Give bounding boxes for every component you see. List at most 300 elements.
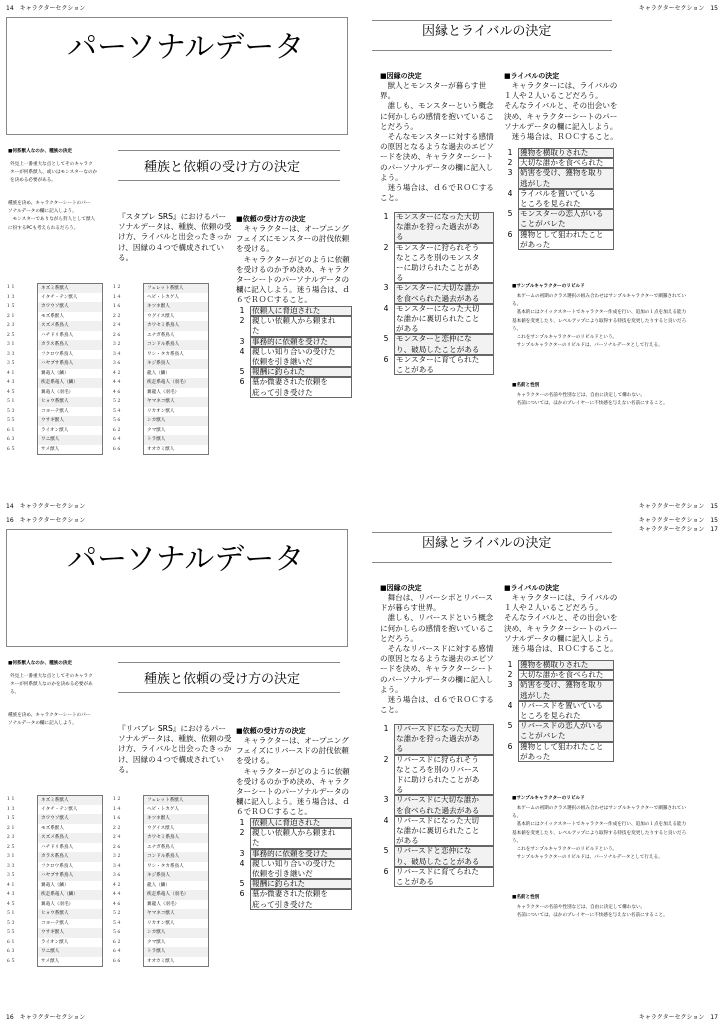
- table-entry-number: 4: [507, 188, 513, 198]
- species-note-heading: ■何系獣人なのか、種族の決定: [8, 149, 73, 154]
- table-entry-number: 1: [239, 818, 245, 827]
- table-entry-text: がある: [396, 324, 419, 334]
- table-entry-text: る: [396, 273, 404, 283]
- species-name: フクロウ系鳥人: [37, 862, 103, 873]
- page-footer: キャラクターセクション 15: [638, 503, 718, 510]
- table-entry-number: 2: [239, 316, 245, 326]
- table-entry-text: ライバルを置いている: [520, 188, 596, 198]
- species-roll: ４６: [112, 389, 122, 395]
- table-entry-text: 依頼を引き継いだ: [252, 868, 313, 878]
- species-name: ライオン獣人: [37, 938, 103, 949]
- species-name: カワウソ獣人: [37, 814, 103, 825]
- table-entry-text: 親しい知り合いの受けた: [252, 346, 336, 356]
- species-name: コンドル系鳥人: [143, 852, 209, 863]
- species-name: イタチ・テン獣人: [37, 805, 103, 816]
- species-name: 翼竜人（羽毛）: [37, 388, 103, 399]
- sample-text: 本ゲームの初期のクラス選択の組み合わせはサンプルキャラクターで網羅されてい る。 基本的にはクイックスタートでキャラクター作成を行い、追加の１点を加える能力 基本値を変更したり、レベルアップにより取得する特技を変更したりすると良いだろ う。 これをサンプルキャラクターのリビルドという。 サンプルキャラクターのリビルドは、パーソナルデータとして行える。: [512, 294, 687, 349]
- species-name: コンドル系鳥人: [143, 340, 209, 351]
- species-roll: １５: [6, 816, 16, 821]
- species-name: カラス系鳥人: [37, 852, 103, 863]
- species-roll: ５３: [6, 408, 16, 414]
- table-entry-text: な誰かに裏切られたこと: [396, 825, 480, 835]
- species-roll: ３４: [112, 863, 122, 869]
- table-entry-text: リバースドに狩られそう: [396, 754, 479, 764]
- name-heading: ■名前と性別: [512, 383, 540, 388]
- species-roll: １６: [112, 816, 122, 821]
- species-roll: ６５: [6, 958, 16, 964]
- table-entry-text: ところを見られた: [520, 198, 581, 208]
- table-entry-number: 1: [239, 306, 245, 315]
- species-roll: ２５: [6, 844, 16, 850]
- species-roll: １１: [6, 797, 16, 802]
- table-entry-text: リバースドに大切な誰か: [396, 795, 479, 805]
- species-name: トラ獣人: [143, 435, 209, 446]
- species-roll: ６３: [6, 949, 16, 954]
- request-text: キャラクターは、オープニング フェイズにモンスターの討伐依頼 を受ける。 キャラクターがどのように依頼 を受けるのか予め決め、キャラク ターシートのパーソナルデータの 欄に記入しよう。迷う場合は、ｄ ６でＲＯＣすること。: [236, 224, 350, 305]
- species-name: フェレット系獣人: [143, 283, 209, 295]
- fate-subhead: 因縁とライバルの決定: [422, 24, 552, 39]
- table-entry-text: 依頼人に脅迫された: [252, 306, 321, 315]
- species-name: ヒョウ系獣人: [37, 397, 103, 408]
- species-note-a: 外見上一番重大な点としてそのキャラク ターが何系獣人、或いはモンスターなのか を決める必要がある。: [10, 162, 98, 184]
- species-roll: ５４: [112, 408, 122, 414]
- rival-heading: ■ライバルの決定: [504, 72, 560, 80]
- table-entry-text: 獲物を横取りされた: [520, 148, 589, 157]
- species-roll: １３: [6, 806, 16, 812]
- species-roll: ６４: [112, 437, 122, 442]
- species-roll: ２１: [6, 313, 16, 319]
- species-roll: ４６: [112, 901, 122, 907]
- species-roll: １２: [112, 797, 122, 802]
- page-14-top: [0, 0, 362, 512]
- table-entry-text: 事務的に依頼を受けた: [252, 848, 328, 858]
- species-roll: １６: [112, 304, 122, 309]
- species-roll: ２４: [112, 323, 122, 328]
- table-entry-text: る: [396, 744, 404, 754]
- species-name: キツネ獣人: [143, 302, 209, 313]
- table-entry-text: モンスターに育てられた: [396, 354, 480, 364]
- table-entry-number: 6: [507, 229, 513, 239]
- table-entry-number: 4: [239, 346, 245, 356]
- table-entry-text: 逃がした: [520, 690, 551, 700]
- fate-subhead: 因縁とライバルの決定: [422, 536, 552, 551]
- species-name: 疾走系竜人（鱗）: [37, 378, 103, 389]
- species-roll: １３: [6, 294, 16, 300]
- table-entry-text: がある: [396, 836, 419, 846]
- request-text: キャラクターは、オープニング フェイズにリバースドの討伐依頼 を受ける。 キャラクターがどのように依頼 を受けるのか予め決め、キャラク ターシートのパーソナルデータの 欄に記入しよう。迷う場合は、ｄ ６でＲＯＣすること。: [236, 736, 350, 817]
- table-entry-text: た: [252, 838, 260, 848]
- species-roll: ５３: [6, 920, 16, 926]
- species-name: シカ獣人: [143, 416, 209, 427]
- species-name: 疾走系竜人（羽毛）: [143, 890, 209, 901]
- table-entry-number: 3: [239, 848, 245, 858]
- table-entry-number: 1: [383, 724, 389, 733]
- species-name: ウグイス獣人: [143, 312, 209, 323]
- species-roll: ２６: [112, 332, 122, 338]
- species-name: カワセミ系鳥人: [143, 833, 209, 844]
- species-roll: ５６: [112, 418, 122, 423]
- table-entry-number: 1: [507, 660, 513, 669]
- species-roll: １２: [112, 285, 122, 290]
- sample-heading: ■サンプルキャラクターのリビルド: [512, 284, 585, 289]
- species-name: 翼龍人（羽毛）: [143, 388, 209, 399]
- table-entry-number: 2: [383, 242, 389, 252]
- species-name: ウグイス獣人: [143, 824, 209, 835]
- table-entry-number: 2: [507, 670, 513, 680]
- table-entry-number: 5: [239, 879, 245, 889]
- table-entry-number: 3: [507, 680, 513, 690]
- species-roll: ２１: [6, 825, 16, 831]
- species-name: 翼竜人（鱗）: [37, 881, 103, 892]
- table-entry-text: リバースドと恋仲にな: [396, 846, 472, 856]
- page-header: キャラクターセクション 15: [638, 5, 718, 12]
- species-roll: ６６: [112, 958, 122, 964]
- table-entry-number: 2: [239, 828, 245, 838]
- species-name: ハチドリ系鳥人: [37, 843, 103, 854]
- table-entry-text: モンスターになった大切: [396, 303, 480, 313]
- species-roll: ４２: [112, 882, 122, 888]
- species-name: イタチ・テン獣人: [37, 293, 103, 304]
- table-entry-text: ことがある: [396, 876, 434, 886]
- table-entry-text: 庇って引き受けた: [252, 387, 313, 397]
- species-note-a: 外見上一番重大な点としてそのキャラク ターが何系獣人なのかを決める必要があ る。: [10, 674, 93, 696]
- divider: [118, 180, 340, 181]
- species-roll: ５６: [112, 930, 122, 935]
- fate-text: 獣人とモンスターが暮らす世 界。 誰しも、モンスターという概念 に何かしらの感情を抱いているこ とだろう。 そんなモンスターに対する感情 の原因となるような過去のエピソ ードを決め、キャラクターシート のパーソナルデータの欄に記入し よう。 迷う場合は、ｄ６でＲＯＣする こと。: [380, 81, 494, 203]
- species-name: キジ系鳥人: [143, 871, 209, 882]
- title-box: [6, 17, 348, 135]
- page-footer-top-a: キャラクターセクション 15: [638, 517, 718, 524]
- table-entry-number: 1: [507, 148, 513, 157]
- table-entry-text: な誰かを狩った過去があ: [396, 734, 480, 744]
- species-name: カワウソ獣人: [37, 302, 103, 313]
- species-roll: １４: [112, 294, 122, 300]
- fate-heading: ■因縁の決定: [380, 584, 422, 592]
- divider: [118, 662, 340, 663]
- species-roll: １５: [6, 304, 16, 309]
- table-entry-text: り、破局したことがある: [396, 344, 480, 354]
- species-name: エナガ系鳥人: [143, 843, 209, 854]
- species-name: モズ系獣人: [37, 824, 103, 835]
- species-name: カワセミ系鳥人: [143, 321, 209, 332]
- species-name: ハヤブサ系鳥人: [37, 871, 103, 882]
- table-entry-number: 4: [383, 303, 389, 313]
- rival-text: キャラクターには、ライバルの １人や２人いるこどだろう。 そんなライバルと、その出会いを 決め、キャラクターシートのパー ソナルデータの欄に記入しよう。 迷う場合は、ＲＯＣすること。: [504, 593, 618, 654]
- species-name: 疾走系竜人（羽毛）: [143, 378, 209, 389]
- table-entry-text: を食べられた過去がある: [396, 293, 480, 303]
- species-roll: ５１: [6, 399, 16, 404]
- page-header: 14 キャラクターセクション: [6, 5, 86, 12]
- table-entry-text: があった: [520, 751, 551, 761]
- table-entry-number: 2: [383, 754, 389, 764]
- name-text: キャラクターの名前や性別などは、自由に決定して構わない。 名前については、ほかのプレイヤーに不快感を与えない名前にすること。: [512, 393, 668, 407]
- species-note-b: 種族を決め、キャラクターシートのパー ソナルデータの欄に記入しよう。: [8, 713, 91, 727]
- table-entry-number: 6: [383, 354, 389, 364]
- species-name: オオカミ獣人: [143, 957, 209, 968]
- sample-heading: ■サンプルキャラクターのリビルド: [512, 796, 585, 801]
- species-name: スズメ系鳥人: [37, 321, 103, 332]
- species-roll: ４５: [6, 901, 16, 907]
- request-heading: ■依頼の受け方の決定: [236, 727, 306, 735]
- table-entry-text: ドに助けられたことがあ: [396, 774, 480, 784]
- page-footer-top: 16 キャラクターセクション: [6, 517, 86, 524]
- species-name: モズ系獣人: [37, 312, 103, 323]
- page-17-bottom: [362, 512, 724, 1024]
- species-name: 翼竜人（羽毛）: [37, 900, 103, 911]
- table-entry-text: な誰かに裏切られたこと: [396, 313, 480, 323]
- intro-text: 『スタブレ SRS』におけるパー ソナルデータは、種族、依頼の受 け方、ライバルと出会ったきっか け、因縁の４つで構成されてい る。: [118, 212, 232, 262]
- name-text: キャラクターの名前や性別などは、自由に決定して構わない。 名前については、ほかのプレイヤーに不快感を与えない名前にすること。: [512, 905, 668, 919]
- table-entry-text: な誰かを狩った過去があ: [396, 222, 480, 232]
- table-entry-number: 6: [383, 866, 389, 876]
- species-roll: ６６: [112, 446, 122, 452]
- species-roll: ２３: [6, 323, 16, 328]
- species-roll: ６３: [6, 437, 16, 442]
- species-roll: ４１: [6, 882, 16, 888]
- species-roll: ４２: [112, 370, 122, 376]
- table-entry-text: た: [252, 326, 260, 336]
- species-name: 龍人（鱗）: [143, 881, 209, 892]
- rival-heading: ■ライバルの決定: [504, 584, 560, 592]
- species-name: キツネ獣人: [143, 814, 209, 825]
- divider: [372, 562, 612, 563]
- table-entry-text: 獲物として狙われたこと: [520, 741, 604, 751]
- species-name: クマ獣人: [143, 426, 209, 437]
- species-roll: ３２: [112, 342, 122, 347]
- species-name: ハヤブサ系鳥人: [37, 359, 103, 370]
- species-name: スズメ系鳥人: [37, 833, 103, 844]
- table-entry-number: 3: [383, 795, 389, 805]
- table-entry-number: 4: [383, 815, 389, 825]
- table-entry-text: ことがバレた: [520, 219, 566, 229]
- species-name: 翼龍人（羽毛）: [143, 900, 209, 911]
- species-name: フクロウ系鳥人: [37, 350, 103, 361]
- table-entry-text: ことがバレた: [520, 731, 566, 741]
- table-entry-text: モンスターの恋人がいる: [520, 209, 604, 219]
- species-roll: ６５: [6, 446, 16, 452]
- species-name: サメ獣人: [37, 957, 103, 968]
- table-entry-text: リバースドを置いている: [520, 700, 603, 710]
- table-entry-number: 4: [239, 858, 245, 868]
- species-name: ワシ・タカ系鳥人: [143, 862, 209, 873]
- species-roll: ３４: [112, 351, 122, 357]
- species-roll: ４３: [6, 380, 16, 385]
- table-entry-text: モンスターと恋仲にな: [396, 334, 472, 344]
- species-roll: ３１: [6, 342, 16, 347]
- fate-text: 舞台は、リバーシボとリバース ドが暮らす世界。 誰しも、リバースドという概念 に何かしらの感情を抱いているこ とだろう。 そんなリバースドに対する感情 の原因となるような過去のエピソ ードを決め、キャラクターシート のパーソナルデータの欄に記入し よう。 迷う場合は、ｄ６でＲＯＣする こと。: [380, 593, 494, 715]
- species-name: クマ獣人: [143, 938, 209, 949]
- species-roll: ４３: [6, 892, 16, 897]
- table-entry-text: 報酬に釣られた: [252, 367, 306, 377]
- species-roll: １４: [112, 806, 122, 812]
- species-name: ネズミ系獣人: [37, 795, 103, 807]
- table-entry-text: 大切な誰かを食べられた: [520, 670, 604, 680]
- table-entry-text: 逃がした: [520, 178, 551, 188]
- species-name: 疾走系竜人（鱗）: [37, 890, 103, 901]
- table-entry-text: 依頼を引き継いだ: [252, 356, 313, 366]
- species-roll: ６４: [112, 949, 122, 954]
- species-roll: ５５: [6, 418, 16, 423]
- rival-text: キャラクターには、ライバルの １人や２人いるこどだろう。 そんなライバルと、その出会いを 決め、キャラクターシートのパー ソナルデータの欄に記入しよう。 迷う場合は、ＲＯＣすること。: [504, 81, 618, 142]
- page-15-top: [362, 0, 724, 512]
- species-roll: ５４: [112, 920, 122, 926]
- species-name: コヨーテ獣人: [37, 919, 103, 930]
- species-roll: ３１: [6, 854, 16, 859]
- table-entry-number: 5: [239, 367, 245, 377]
- page-footer-top-b: キャラクターセクション 17: [638, 526, 718, 533]
- species-roll: ３２: [112, 854, 122, 859]
- species-name: 翼竜人（鱗）: [37, 369, 103, 380]
- table-entry-text: る: [396, 785, 404, 795]
- table-entry-text: 獲物を横取りされた: [520, 660, 589, 669]
- table-entry-text: ところを見られた: [520, 710, 581, 720]
- species-roll: ２２: [112, 825, 122, 831]
- species-name: ワニ獣人: [37, 435, 103, 446]
- divider: [118, 692, 340, 693]
- table-entry-number: 1: [383, 212, 389, 221]
- species-name: ヘビ・トカゲ人: [143, 805, 209, 816]
- species-roll: ３５: [6, 873, 16, 878]
- species-roll: ６１: [6, 939, 16, 945]
- table-entry-text: リバースドの恋人がいる: [520, 721, 603, 731]
- species-name: ハチドリ系鳥人: [37, 331, 103, 342]
- title-box: [6, 529, 348, 647]
- species-name: ヤマネコ獣人: [143, 909, 209, 920]
- page-title: パーソナルデータ: [67, 542, 305, 577]
- species-name: フェレット系獣人: [143, 795, 209, 807]
- table-entry-number: 4: [507, 700, 513, 710]
- table-entry-text: 獲物として狙われたこと: [520, 229, 604, 239]
- species-roll: ３６: [112, 873, 122, 878]
- species-name: ヒョウ系獣人: [37, 909, 103, 920]
- species-note-b: 種族を決め、キャラクターシートのパー ソナルデータの欄に記入しよう。 モンスターでありながら狩人として獣人 に扮するPCも考えられるだろう。: [8, 201, 96, 231]
- species-name: ライオン獣人: [37, 426, 103, 437]
- species-name: ワシ・タカ系鳥人: [143, 350, 209, 361]
- table-entry-text: モンスターに大切な誰か: [396, 283, 480, 293]
- table-entry-text: なところを別のモンスタ: [396, 252, 480, 262]
- page-footer: 14 キャラクターセクション: [6, 503, 86, 510]
- table-entry-number: 6: [239, 377, 245, 387]
- species-name: リカオン獣人: [143, 919, 209, 930]
- species-subhead: 種族と依頼の受け方の決定: [144, 672, 301, 687]
- table-entry-number: 3: [239, 336, 245, 346]
- species-roll: ３３: [6, 863, 16, 869]
- species-roll: ２５: [6, 332, 16, 338]
- page-16-bottom: [0, 512, 362, 1024]
- species-roll: ６２: [112, 939, 122, 945]
- table-entry-text: ことがある: [396, 364, 434, 374]
- table-entry-text: モンスターに狩られそう: [396, 242, 480, 252]
- request-heading: ■依頼の受け方の決定: [236, 215, 306, 223]
- table-entry-text: リバースドに育てられた: [396, 866, 479, 876]
- fate-heading: ■因縁の決定: [380, 72, 422, 80]
- species-roll: ２２: [112, 313, 122, 319]
- table-entry-text: 事務的に依頼を受けた: [252, 336, 328, 346]
- species-name: トラ獣人: [143, 947, 209, 958]
- species-name: カラス系鳥人: [37, 340, 103, 351]
- species-name: エナガ系鳥人: [143, 331, 209, 342]
- table-entry-text: 奶害を受け、獲物を取り: [520, 680, 604, 690]
- table-entry-number: 5: [507, 721, 513, 731]
- species-roll: ４４: [112, 892, 122, 897]
- species-name: キジ系鳥人: [143, 359, 209, 370]
- species-roll: ２４: [112, 835, 122, 840]
- species-name: ワニ獣人: [37, 947, 103, 958]
- table-entry-text: 墓か微妻された依頼を: [252, 889, 328, 899]
- page-header-bottom: キャラクターセクション 17: [638, 1014, 718, 1021]
- table-entry-text: 墓か微妻された依頼を: [252, 377, 328, 387]
- name-heading: ■名前と性別: [512, 895, 540, 900]
- table-entry-text: があった: [520, 239, 551, 249]
- species-name: ウサギ獣人: [37, 416, 103, 427]
- species-name: サメ獣人: [37, 445, 103, 456]
- species-name: オオカミ獣人: [143, 445, 209, 456]
- intro-text: 『リバブレ SRS』におけるパー ソナルデータは、種族、依頼の受 け方、ライバルと出会ったきっか け、因縁の４つで構成されてい る。: [118, 724, 232, 774]
- table-entry-text: リバースドになった大切: [396, 724, 479, 733]
- species-roll: ４５: [6, 389, 16, 395]
- table-entry-text: 奶害を受け、獲物を取り: [520, 168, 604, 178]
- table-entry-text: を食べられた過去がある: [396, 805, 480, 815]
- species-name: 龍人（鱗）: [143, 369, 209, 380]
- page-header-bottom: 16 キャラクターセクション: [6, 1014, 86, 1021]
- divider: [118, 150, 340, 151]
- table-entry-number: 5: [507, 209, 513, 219]
- table-entry-number: 5: [383, 334, 389, 344]
- table-entry-number: 2: [507, 158, 513, 168]
- sample-text: 本ゲームの初期のクラス選択の組み合わせはサンプルキャラクターで網羅されてい る。 基本的にはクイックスタートでキャラクター作成を行い、追加の１点を加える能力 基本値を変更したり、レベルアップにより取得する特技を変更したりすると良いだろ う。 これをサンプルキャラクターのリビルドという。 サンプルキャラクターのリビルドは、パーソナルデータとして行える。: [512, 806, 687, 861]
- table-entry-text: 依頼人に脅迫された: [252, 818, 321, 827]
- species-name: ネズミ系獣人: [37, 283, 103, 295]
- table-entry-number: 5: [383, 846, 389, 856]
- table-entry-number: 6: [507, 741, 513, 751]
- species-roll: １１: [6, 285, 16, 290]
- table-entry-text: 親しい知り合いの受けた: [252, 858, 336, 868]
- table-entry-text: ーに助けられたことがあ: [396, 262, 480, 272]
- species-note-heading: ■何系獣人なのか、種族の決定: [8, 661, 73, 666]
- species-roll: ６１: [6, 427, 16, 433]
- species-roll: ３３: [6, 351, 16, 357]
- species-roll: ２３: [6, 835, 16, 840]
- species-subhead: 種族と依頼の受け方の決定: [144, 160, 301, 175]
- table-entry-text: 親しい依頼人から頼まれ: [252, 316, 336, 326]
- species-roll: ３６: [112, 361, 122, 366]
- species-roll: ２６: [112, 844, 122, 850]
- species-roll: ４１: [6, 370, 16, 376]
- species-roll: ５５: [6, 930, 16, 935]
- table-entry-text: る: [396, 232, 404, 242]
- species-roll: ３５: [6, 361, 16, 366]
- table-entry-text: 親しい依頼人から頼まれ: [252, 828, 336, 838]
- table-entry-text: モンスターになった大切: [396, 212, 480, 221]
- species-name: ウサギ獣人: [37, 928, 103, 939]
- species-name: ヘビ・トカゲ人: [143, 293, 209, 304]
- table-entry-text: 大切な誰かを食べられた: [520, 158, 604, 168]
- table-entry-number: 3: [507, 168, 513, 178]
- species-name: コヨーテ獣人: [37, 407, 103, 418]
- species-name: シカ獣人: [143, 928, 209, 939]
- table-entry-text: 庇って引き受けた: [252, 899, 313, 909]
- species-roll: ４４: [112, 380, 122, 385]
- species-name: リカオン獣人: [143, 407, 209, 418]
- table-entry-text: 報酬に釣られた: [252, 879, 306, 889]
- species-roll: ５２: [112, 399, 122, 404]
- table-entry-text: リバースドになった大切: [396, 815, 479, 825]
- species-name: ヤマネコ獣人: [143, 397, 209, 408]
- page-title: パーソナルデータ: [67, 30, 305, 65]
- table-entry-number: 6: [239, 889, 245, 899]
- table-entry-text: なところを別のリバース: [396, 764, 479, 774]
- species-roll: ５２: [112, 911, 122, 916]
